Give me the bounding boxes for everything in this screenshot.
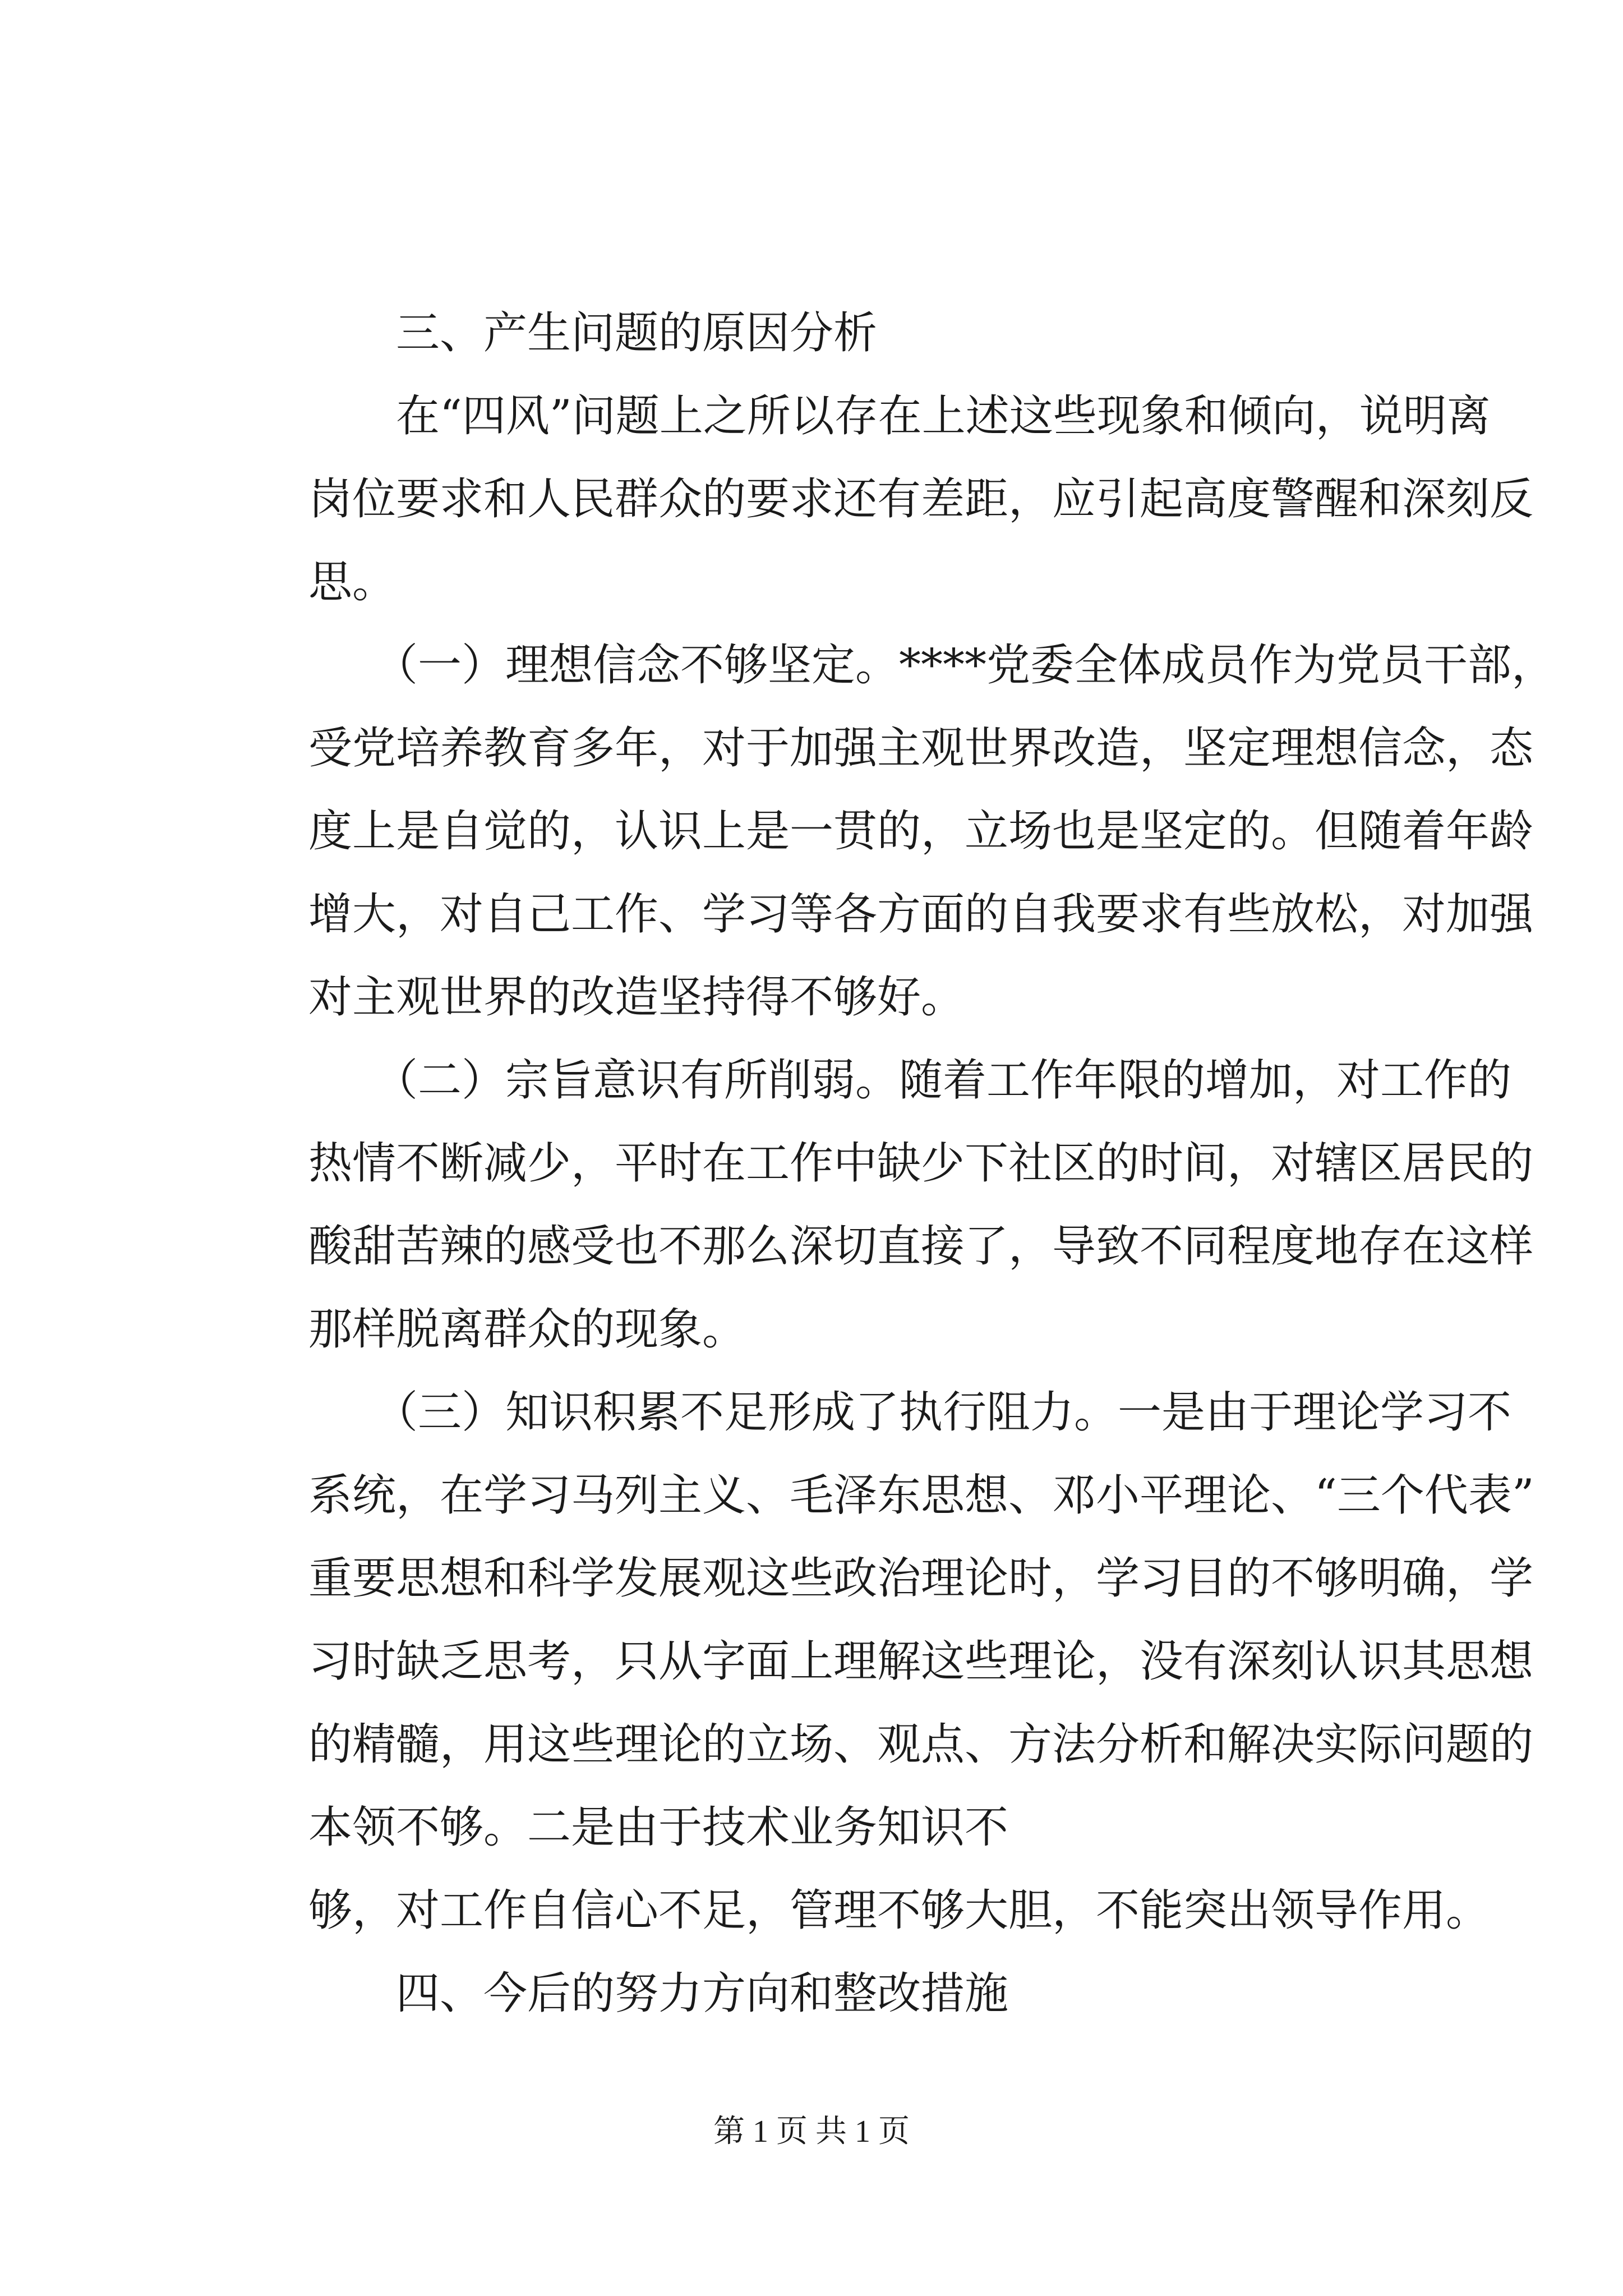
paragraph-line: 那样脱离群众的现象。 xyxy=(308,1304,746,1355)
paragraph-line: 度上是自觉的，认识上是一贯的，立场也是坚定的。但随着年龄 xyxy=(308,806,1534,857)
paragraph-line: （三）知识积累不足形成了执行阻力。一是由于理论学习不 xyxy=(308,1387,1512,1438)
paragraph-line: 本领不够。二是由于技术业务知识不 xyxy=(308,1802,1009,1853)
page-number-footer: 第 1 页 共 1 页 xyxy=(713,2114,910,2149)
paragraph-line: 习时缺乏思考，只从字面上理解这些理论，没有深刻认识其思想 xyxy=(308,1636,1534,1687)
paragraph-line: 对主观世界的改造坚持得不够好。 xyxy=(308,972,965,1023)
paragraph-line: 系统，在学习马列主义、毛泽东思想、邓小平理论、“三个代表” xyxy=(308,1470,1534,1521)
paragraph-line: 增大，对自己工作、学习等各方面的自我要求有些放松，对加强 xyxy=(308,889,1534,940)
paragraph-line: 的精髓，用这些理论的立场、观点、方法分析和解决实际问题的 xyxy=(308,1719,1534,1770)
paragraph-line: 在“四风”问题上之所以存在上述这些现象和倾向，说明离 xyxy=(308,391,1491,441)
document-body xyxy=(308,292,1556,2035)
paragraph-line: 热情不断减少，平时在工作中缺少下社区的时间，对辖区居民的 xyxy=(308,1138,1534,1189)
paragraph-line: 酸甜苦辣的感受也不那么深切直接了，导致不同程度地存在这样 xyxy=(308,1221,1534,1272)
paragraph-line: （二）宗旨意识有所削弱。随着工作年限的增加，对工作的 xyxy=(308,1055,1512,1106)
section-heading-4: 四、今后的努力方向和整改措施 xyxy=(308,1968,1009,2019)
paragraph-line: 岗位要求和人民群众的要求还有差距，应引起高度警醒和深刻反 xyxy=(308,474,1534,524)
paragraph-line: 重要思想和科学发展观这些政治理论时，学习目的不够明确，学 xyxy=(308,1553,1534,1604)
paragraph-line: （一）理想信念不够坚定。****党委全体成员作为党员干部， xyxy=(308,640,1556,691)
paragraph-line: 够，对工作自信心不足，管理不够大胆，不能突出领导作用。 xyxy=(308,1885,1490,1936)
paragraph-line: 受党培养教育多年，对于加强主观世界改造，坚定理想信念，态 xyxy=(308,723,1534,774)
section-heading-3: 三、产生问题的原因分析 xyxy=(308,308,878,358)
paragraph-line: 思。 xyxy=(308,557,396,608)
